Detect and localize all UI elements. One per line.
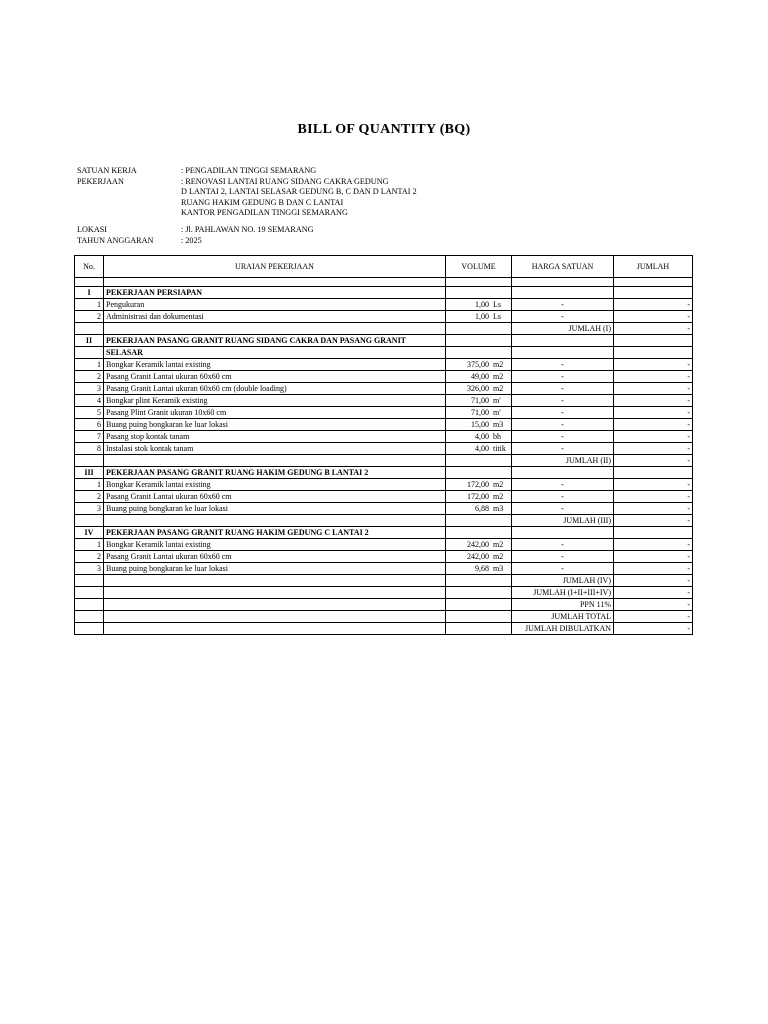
section-title: PEKERJAAN PERSIAPAN (104, 287, 446, 299)
empty-cell (446, 599, 512, 611)
tahun-anggaran-value: : 2025 (181, 235, 202, 245)
volume-unit: bh (493, 431, 501, 441)
item-harga-satuan: - (512, 383, 614, 395)
table-row (75, 371, 693, 383)
item-description: Bongkar Keramik lantai existing (104, 479, 446, 491)
empty-cell (104, 278, 446, 287)
total-label: JUMLAH DIBULATKAN (512, 623, 614, 635)
item-number: 2 (75, 491, 104, 503)
item-number: 1 (75, 539, 104, 551)
volume-unit: m3 (493, 419, 504, 429)
volume-unit: Ls (493, 311, 501, 321)
volume-unit: titik (493, 443, 506, 453)
item-jumlah: - (614, 431, 693, 443)
item-jumlah: - (614, 551, 693, 563)
empty-cell (512, 467, 614, 479)
satuan-kerja-value: : PENGADILAN TINGGI SEMARANG (181, 166, 317, 175)
volume-unit: m' (493, 407, 501, 417)
item-harga-satuan: - (512, 395, 614, 407)
volume-unit: m2 (493, 551, 504, 561)
item-harga-satuan: - (512, 371, 614, 383)
item-harga-satuan: - (512, 359, 614, 371)
subtotal-value: - (614, 323, 693, 335)
item-volume (446, 299, 512, 311)
empty-cell (104, 623, 446, 635)
empty-cell (446, 527, 512, 539)
subtotal-label: JUMLAH (II) (512, 455, 614, 467)
total-row (75, 587, 693, 599)
item-number: 4 (75, 395, 104, 407)
item-jumlah: - (614, 443, 693, 455)
item-number: 2 (75, 551, 104, 563)
volume-value: 4,00 (475, 431, 489, 441)
table-row (75, 551, 693, 563)
item-volume (446, 383, 512, 395)
item-volume (446, 539, 512, 551)
empty-cell (614, 278, 693, 287)
header-volume: VOLUME (446, 256, 512, 278)
section-title: PEKERJAAN PASANG GRANIT RUANG SIDANG CAKRA DAN PASANG GRANIT (104, 335, 446, 347)
section-row (75, 287, 693, 299)
empty-cell (614, 527, 693, 539)
volume-value: 49,00 (471, 371, 489, 381)
item-harga-satuan: - (512, 491, 614, 503)
item-jumlah: - (614, 407, 693, 419)
item-harga-satuan: - (512, 479, 614, 491)
section-title: PEKERJAAN PASANG GRANIT RUANG HAKIM GEDUNG C LANTAI 2 (104, 527, 446, 539)
section-number: III (75, 467, 104, 479)
volume-unit: m3 (493, 563, 504, 573)
total-label: JUMLAH TOTAL (512, 611, 614, 623)
empty-cell (104, 575, 446, 587)
header-jumlah: JUMLAH (614, 256, 693, 278)
total-label: JUMLAH (IV) (512, 575, 614, 587)
volume-unit: Ls (493, 299, 501, 309)
total-label: JUMLAH (I+II+III+IV) (512, 587, 614, 599)
table-row (75, 563, 693, 575)
item-number: 3 (75, 503, 104, 515)
item-description: Buang puing bongkaran ke luar lokasi (104, 503, 446, 515)
item-description: Bongkar plint Keramik existing (104, 395, 446, 407)
empty-cell (446, 287, 512, 299)
item-number: 2 (75, 371, 104, 383)
item-number: 7 (75, 431, 104, 443)
table-row (75, 431, 693, 443)
item-description: Pasang stop kontak tanam (104, 431, 446, 443)
table-row (75, 443, 693, 455)
item-jumlah: - (614, 395, 693, 407)
volume-unit: m' (493, 395, 501, 405)
header-no: No. (75, 256, 104, 278)
empty-cell (446, 455, 512, 467)
section-row-continued (75, 347, 693, 359)
volume-unit: m3 (493, 503, 504, 513)
empty-cell (512, 287, 614, 299)
item-harga-satuan: - (512, 563, 614, 575)
volume-unit: m2 (493, 359, 504, 369)
total-value: - (614, 575, 693, 587)
empty-cell (446, 515, 512, 527)
volume-value: 326,00 (467, 383, 489, 393)
bq-table (74, 255, 693, 635)
item-number: 1 (75, 359, 104, 371)
empty-cell (104, 599, 446, 611)
item-description: Buang puing bongkaran ke luar lokasi (104, 419, 446, 431)
volume-value: 71,00 (471, 395, 489, 405)
volume-value: 242,00 (467, 539, 489, 549)
header-uraian: URAIAN PEKERJAAN (104, 256, 446, 278)
item-volume (446, 503, 512, 515)
subtotal-row (75, 455, 693, 467)
empty-cell (446, 323, 512, 335)
empty-cell (614, 347, 693, 359)
item-description: Pasang Granit Lantai ukuran 60x60 cm (104, 551, 446, 563)
table-row (75, 407, 693, 419)
item-harga-satuan: - (512, 539, 614, 551)
item-jumlah: - (614, 371, 693, 383)
empty-cell (104, 323, 446, 335)
empty-cell (446, 587, 512, 599)
volume-value: 375,00 (467, 359, 489, 369)
info-row-pekerjaan (77, 177, 417, 219)
total-label: PPN 11% (512, 599, 614, 611)
item-number: 3 (75, 563, 104, 575)
section-row (75, 527, 693, 539)
item-harga-satuan: - (512, 431, 614, 443)
item-volume (446, 431, 512, 443)
empty-cell (614, 287, 693, 299)
total-row (75, 575, 693, 587)
empty-cell (512, 527, 614, 539)
section-title: PEKERJAAN PASANG GRANIT RUANG HAKIM GEDUNG B LANTAI 2 (104, 467, 446, 479)
lokasi-value: : Jl. PAHLAWAN NO. 19 SEMARANG (181, 224, 314, 234)
section-row (75, 335, 693, 347)
empty-cell (75, 575, 104, 587)
volume-value: 242,00 (467, 551, 489, 561)
empty-cell (75, 611, 104, 623)
pekerjaan-line: : RENOVASI LANTAI RUANG SIDANG CAKRA GEDUNG (181, 176, 389, 186)
item-description: Pasang Granit Lantai ukuran 60x60 cm (double loading) (104, 383, 446, 395)
volume-value: 9,68 (475, 563, 489, 573)
subtotal-value: - (614, 515, 693, 527)
item-description: Bongkar Keramik lantai existing (104, 359, 446, 371)
empty-cell (446, 278, 512, 287)
volume-value: 71,00 (471, 407, 489, 417)
table-row (75, 539, 693, 551)
item-jumlah: - (614, 359, 693, 371)
section-title-continued: SELASAR (104, 347, 446, 359)
total-row (75, 611, 693, 623)
empty-cell (104, 587, 446, 599)
volume-value: 1,00 (475, 311, 489, 321)
satuan-kerja-label: SATUAN KERJA (77, 166, 137, 175)
volume-value: 1,00 (475, 299, 489, 309)
volume-unit: m2 (493, 491, 504, 501)
item-description: Pengukuran (104, 299, 446, 311)
volume-value: 172,00 (467, 491, 489, 501)
item-volume (446, 395, 512, 407)
empty-cell (75, 515, 104, 527)
table-row (75, 419, 693, 431)
empty-cell (446, 611, 512, 623)
empty-cell (446, 575, 512, 587)
item-jumlah: - (614, 563, 693, 575)
total-row (75, 599, 693, 611)
document-title: BILL OF QUANTITY (BQ) (297, 122, 471, 137)
item-jumlah: - (614, 491, 693, 503)
item-harga-satuan: - (512, 503, 614, 515)
item-jumlah: - (614, 419, 693, 431)
empty-cell (446, 335, 512, 347)
item-volume (446, 371, 512, 383)
empty-cell (75, 347, 104, 359)
pekerjaan-line: D LANTAI 2, LANTAI SELASAR GEDUNG B, C DAN D LANTAI 2 (181, 187, 417, 197)
header-harga-satuan: HARGA SATUAN (512, 256, 614, 278)
pekerjaan-line: RUANG HAKIM GEDUNG B DAN C LANTAI (181, 197, 344, 207)
item-jumlah: - (614, 503, 693, 515)
table-row (75, 299, 693, 311)
lokasi-label: LOKASI (77, 224, 108, 234)
item-harga-satuan: - (512, 419, 614, 431)
empty-cell (446, 347, 512, 359)
item-volume (446, 311, 512, 323)
item-volume (446, 359, 512, 371)
item-number: 8 (75, 443, 104, 455)
empty-cell (512, 347, 614, 359)
empty-cell (75, 278, 104, 287)
empty-cell (75, 599, 104, 611)
table-row (75, 479, 693, 491)
section-number: IV (75, 527, 104, 539)
item-jumlah: - (614, 479, 693, 491)
empty-cell (104, 515, 446, 527)
section-number: I (75, 287, 104, 299)
total-value: - (614, 587, 693, 599)
item-number: 1 (75, 479, 104, 491)
item-description: Instalasi stok kontak tanam (104, 443, 446, 455)
table-row (75, 395, 693, 407)
volume-value: 15,00 (471, 419, 489, 429)
item-description: Buang puing bongkaran ke luar lokasi (104, 563, 446, 575)
item-description: Pasang Granit Lantai ukuran 60x60 cm (104, 491, 446, 503)
empty-cell (75, 623, 104, 635)
tahun-anggaran-label: TAHUN ANGGARAN (77, 235, 154, 245)
volume-unit: m2 (493, 539, 504, 549)
item-jumlah: - (614, 311, 693, 323)
empty-cell (75, 323, 104, 335)
table-row (75, 503, 693, 515)
pekerjaan-label: PEKERJAAN (77, 176, 124, 186)
item-number: 6 (75, 419, 104, 431)
volume-unit: m2 (493, 371, 504, 381)
empty-cell (75, 587, 104, 599)
item-volume (446, 563, 512, 575)
item-jumlah: - (614, 539, 693, 551)
item-number: 2 (75, 311, 104, 323)
item-volume (446, 491, 512, 503)
info-row-lokasi (77, 225, 417, 236)
info-row-tahun (77, 236, 417, 247)
item-number: 3 (75, 383, 104, 395)
spacer-row (75, 278, 693, 287)
item-description: Pasang Granit Lantai ukuran 60x60 cm (104, 371, 446, 383)
empty-cell (75, 455, 104, 467)
total-row (75, 623, 693, 635)
subtotal-row (75, 323, 693, 335)
subtotal-row (75, 515, 693, 527)
table-row (75, 491, 693, 503)
table-row (75, 383, 693, 395)
item-number: 5 (75, 407, 104, 419)
empty-cell (104, 611, 446, 623)
subtotal-label: JUMLAH (III) (512, 515, 614, 527)
volume-value: 6,88 (475, 503, 489, 513)
table-row (75, 359, 693, 371)
item-number: 1 (75, 299, 104, 311)
item-harga-satuan: - (512, 407, 614, 419)
item-volume (446, 479, 512, 491)
table-header-row (75, 256, 693, 278)
item-volume (446, 443, 512, 455)
item-jumlah: - (614, 383, 693, 395)
subtotal-value: - (614, 455, 693, 467)
empty-cell (512, 278, 614, 287)
table-row (75, 311, 693, 323)
item-harga-satuan: - (512, 551, 614, 563)
item-description: Administrasi dan dokumentasi (104, 311, 446, 323)
info-row-satuan-kerja (77, 166, 417, 177)
item-description: Pasang Plint Granit ukuran 10x60 cm (104, 407, 446, 419)
item-volume (446, 551, 512, 563)
item-harga-satuan: - (512, 311, 614, 323)
empty-cell (614, 335, 693, 347)
volume-unit: m2 (493, 479, 504, 489)
empty-cell (446, 623, 512, 635)
pekerjaan-line: KANTOR PENGADILAN TINGGI SEMARANG (181, 208, 348, 218)
pekerjaan-value (181, 177, 417, 219)
section-number: II (75, 335, 104, 347)
item-volume (446, 419, 512, 431)
empty-cell (104, 455, 446, 467)
section-row (75, 467, 693, 479)
item-description: Bongkar Keramik lantai existing (104, 539, 446, 551)
empty-cell (512, 335, 614, 347)
item-harga-satuan: - (512, 443, 614, 455)
item-harga-satuan: - (512, 299, 614, 311)
total-value: - (614, 623, 693, 635)
subtotal-label: JUMLAH (I) (512, 323, 614, 335)
volume-unit: m2 (493, 383, 504, 393)
item-jumlah: - (614, 299, 693, 311)
volume-value: 172,00 (467, 479, 489, 489)
empty-cell (446, 467, 512, 479)
empty-cell (614, 467, 693, 479)
total-value: - (614, 599, 693, 611)
volume-value: 4,00 (475, 443, 489, 453)
total-value: - (614, 611, 693, 623)
project-info (77, 166, 417, 246)
item-volume (446, 407, 512, 419)
